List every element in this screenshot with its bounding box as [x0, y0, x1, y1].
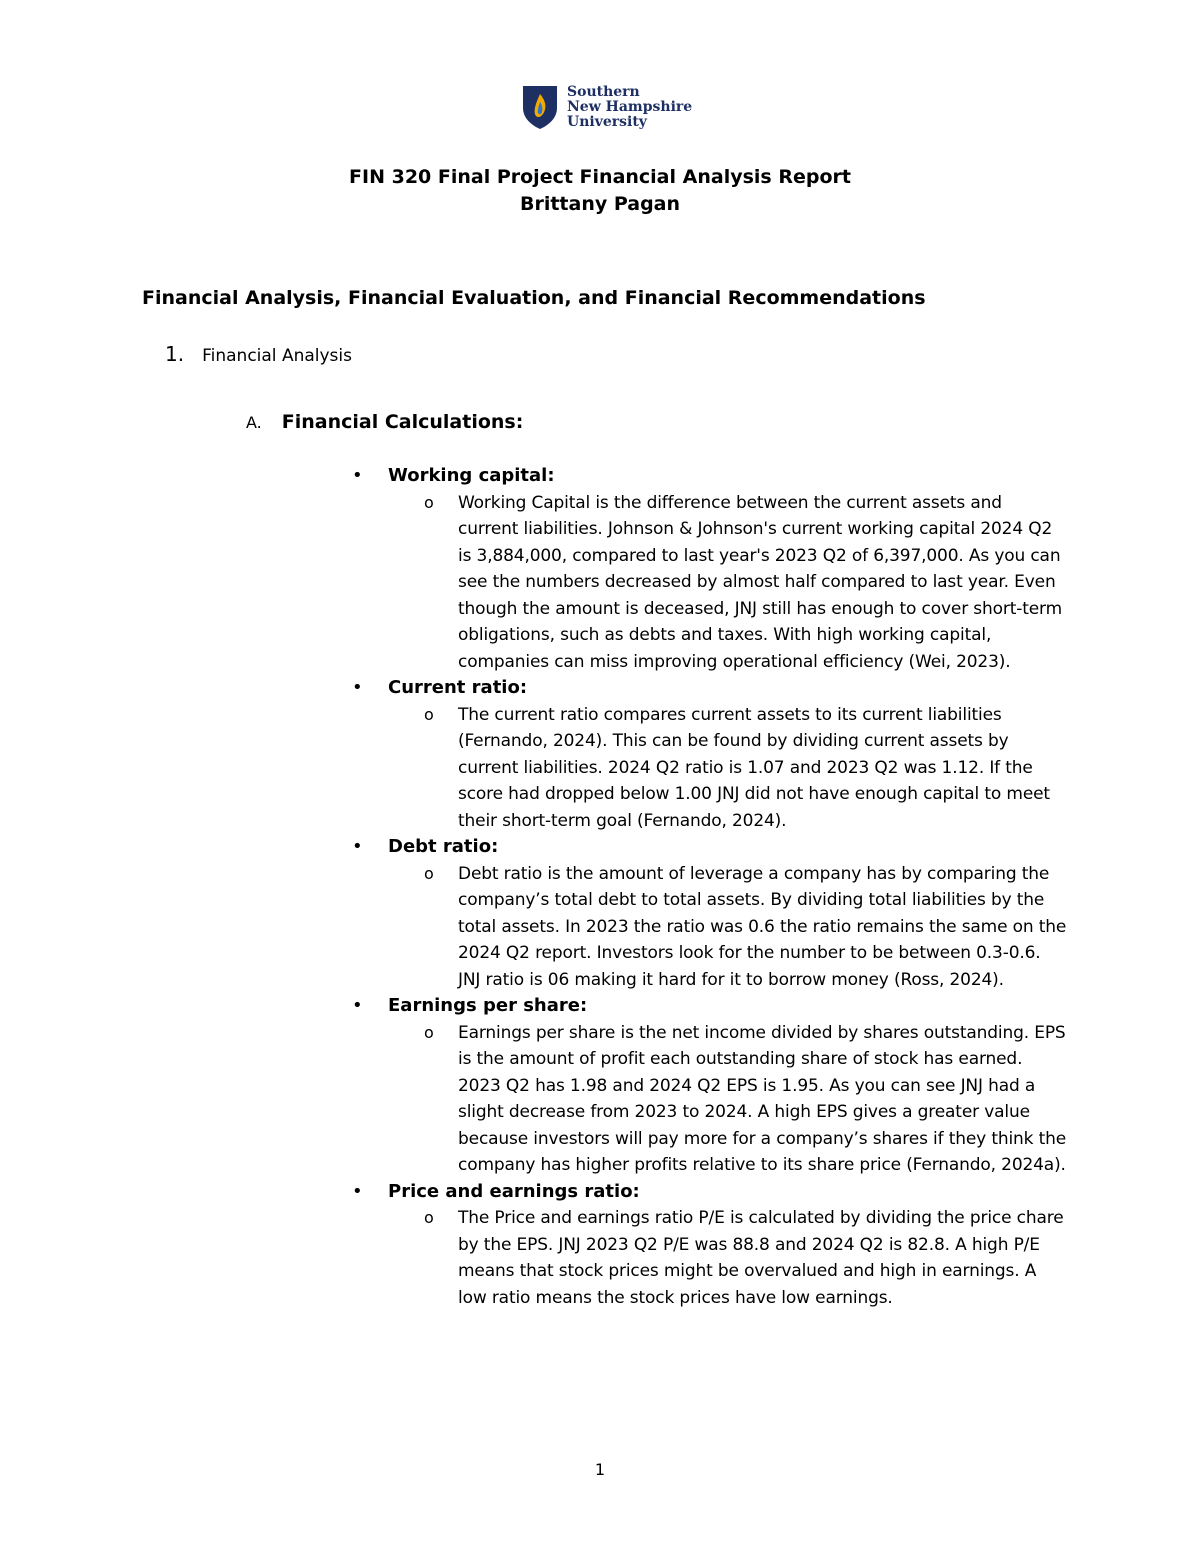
item-body: o The Price and earnings ratio P/E is calculated by dividing the price chare by the EPS. JNJ 2023 Q2 P/E was 88.8 and 2024 Q2 is 82.8. A high P/E means that stock prices might be overvalued and high in earnings. A low ratio means the stock prices have low earnings.: [352, 1205, 1067, 1311]
item-heading: • Current ratio:: [352, 675, 1067, 702]
sub-bullet: o: [424, 1022, 434, 1042]
item-body: o Debt ratio is the amount of leverage a company has by comparing the company’s total debt to total assets. By dividing total liabilities by the total assets. In 2023 the ratio was 0.6 the ratio remains the same on the 2024 Q2 report. Investors look for the number to be between 0.3-0.6. JNJ ratio is 06 making it hard for it to borrow money (Ross, 2024).: [352, 861, 1067, 994]
logo-line-3: University: [567, 113, 647, 130]
item-body: o The current ratio compares current assets to its current liabilities (Fernando, 2024). This can be found by dividing current assets by current liabilities. 2024 Q2 ratio is 1.07 and 2023 Q2 was 1.12. If the score had dropped below 1.00 JNJ did not have enough capital to meet their short-term goal (Fernando, 2024).: [352, 702, 1067, 835]
page-number: 1: [594, 1460, 606, 1479]
list-item: [352, 834, 1067, 993]
logo-line-1: Southern: [567, 83, 640, 100]
bullet: •: [352, 836, 363, 857]
list-item-level-1: [165, 342, 352, 366]
item-heading: • Working capital:: [352, 463, 1067, 490]
shield-flame-icon: [521, 84, 559, 130]
bullet: •: [352, 677, 363, 698]
list-label: Financial Analysis: [202, 346, 352, 366]
sub-bullet: o: [424, 863, 434, 883]
item-body: o Working Capital is the difference between the current assets and current liabilities. Johnson & Johnson's current working capital 2024 Q2 is 3,884,000, compared to last year's 2023 Q2 of 6,397,000. As you can see the numbers decreased by almost half compared to last year. Even though the amount is deceased, JNJ still has enough to cover short-term obligations, such as debts and taxes. With high working capital, companies can miss improving operational efficiency (Wei, 2023).: [352, 490, 1067, 676]
item-heading: • Debt ratio:: [352, 834, 1067, 861]
list-item: [352, 1179, 1067, 1312]
bullet: •: [352, 995, 363, 1016]
list-item: [352, 463, 1067, 675]
list-number: 1.: [165, 342, 185, 366]
university-logo: [521, 84, 692, 130]
list-item: [352, 993, 1067, 1179]
item-body: o Earnings per share is the net income divided by shares outstanding. EPS is the amount of profit each outstanding share of stock has earned. 2023 Q2 has 1.98 and 2024 Q2 EPS is 1.95. As you can see JNJ had a slight decrease from 2023 to 2024. A high EPS gives a greater value because investors will pay more for a company’s shares if they think the company has higher profits relative to its share price (Fernando, 2024a).: [352, 1020, 1067, 1179]
sub-bullet: o: [424, 704, 434, 724]
logo-line-2: New Hampshire: [567, 98, 693, 115]
sub-bullet: o: [424, 492, 434, 512]
item-heading: • Price and earnings ratio:: [352, 1179, 1067, 1206]
item-heading: • Earnings per share:: [352, 993, 1067, 1020]
document-title-block: [0, 164, 1200, 218]
list-item-level-2: [246, 411, 523, 433]
section-heading: Financial Analysis, Financial Evaluation, and Financial Recommendations: [142, 287, 926, 309]
logo-wordmark: [567, 85, 692, 130]
list-item: [352, 675, 1067, 834]
sub-bullet: o: [424, 1208, 434, 1227]
document-title: FIN 320 Final Project Financial Analysis Report: [349, 166, 851, 188]
bullet: •: [352, 465, 363, 486]
list-letter: A.: [246, 413, 262, 432]
subsection-heading: Financial Calculations:: [281, 411, 524, 433]
calculation-list: [352, 463, 1067, 1311]
bullet: •: [352, 1180, 363, 1202]
document-author: Brittany Pagan: [519, 193, 681, 215]
